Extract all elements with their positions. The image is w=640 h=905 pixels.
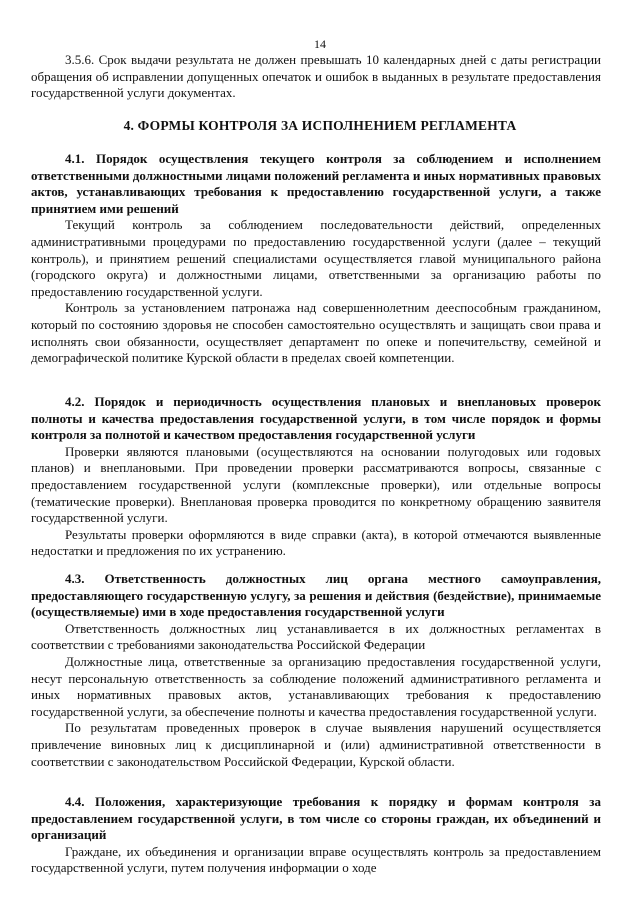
intro-paragraph: 3.5.6. Срок выдачи результата не должен превышать 10 календарных дней с даты регистрации обращения об исправлении допущенных опечаток и ошибок в выданных в результате предоставления государственной услуги документах.	[31, 52, 601, 101]
section-4-4-paragraph-1: Граждане, их объединения и организации вправе осуществлять контроль за предоставлением государственной услуги, путем получения информации о ходе	[31, 843, 601, 876]
section-4-2-paragraph-2: Результаты проверки оформляются в виде справки (акта), в которой отмечаются выявленные недостатки и предложения по их устранению.	[31, 526, 601, 559]
section-4-2-heading: 4.2. Порядок и периодичность осуществления плановых и внеплановых проверок полноты и качества предоставления государственной услуги, в том числе порядок и формы контроля за полнотой и качеством предоставления государственной услуги	[31, 394, 601, 443]
intro-section	[31, 52, 601, 102]
section-4-3	[31, 571, 601, 770]
section-4-1-paragraph-2: Контроль за установлением патронажа над совершеннолетним дееспособным гражданином, который по состоянию здоровья не способен самостоятельно осуществлять и защищать свои права и исполнять свои обязанности, осуществляет департамент по опеке и попечительству, семейной и демографической политике Курской области в пределах своей компетенции.	[31, 300, 601, 366]
section-4-4-heading: 4.4. Положения, характеризующие требования к порядку и формам контроля за предоставлением государственной услуги, в том числе со стороны граждан, их объединений и организаций	[31, 794, 601, 843]
section-4-2	[31, 394, 601, 560]
section-4-1	[31, 151, 601, 367]
section-4-3-paragraph-3: По результатам проведенных проверок в случае выявления нарушений осуществляется привлечение виновных лиц к дисциплинарной и (или) административной ответственности в соответствии с законодательством Российской Федерации, Курской области.	[31, 720, 601, 769]
page-number: 14	[314, 37, 326, 51]
section-4-4	[31, 794, 601, 877]
section-4-2-paragraph-1: Проверки являются плановыми (осуществляются на основании полугодовых или годовых планов) и внеплановыми. При проведении проверки рассматриваются вопросы, связанные с предоставлением государственной услуги (комплексные проверки), или отдельные вопросы (тематические проверки). Внеплановая проверка проводится по конкретному обращению заявителя государственной услуги.	[31, 443, 601, 526]
section-4-1-heading: 4.1. Порядок осуществления текущего контроля за соблюдением и исполнением ответственными должностными лицами положений регламента и иных нормативных правовых актов, устанавливающих требования к предоставлению государственной услуги, а также принятием ими решений	[31, 151, 601, 216]
section-4-3-heading: 4.3. Ответственность должностных лиц органа местного самоуправления, предоставляющего государственную услугу, за решения и действия (бездействие), принимаемые (осуществляемые) ими в ходе предоставления государственной услуги	[31, 571, 601, 620]
section-title: 4. ФОРМЫ КОНТРОЛЯ ЗА ИСПОЛНЕНИЕМ РЕГЛАМЕНТА	[123, 118, 517, 133]
section-4-1-paragraph-1: Текущий контроль за соблюдением последовательности действий, определенных административными процедурами по предоставлению государственной услуги (далее – текущий контроль), и принятием решений специалистами осуществляется главой муниципального района (городского округа) и должностными лицами, ответственными за организацию работы по предоставлению государственной услуги.	[31, 217, 601, 299]
section-4-3-paragraph-2: Должностные лица, ответственные за организацию предоставления государственной услуги, несут персональную ответственность за соблюдение положений административного регламента и иных нормативных правовых актов, устанавливающих требования к предоставлению государственной услуги, за обеспечение полноты и качества предоставления государственной услуги.	[31, 653, 601, 719]
section-4-3-paragraph-1: Ответственность должностных лиц устанавливается в их должностных регламентах в соответствии с требованиями законодательства Российской Федерации	[31, 620, 601, 653]
